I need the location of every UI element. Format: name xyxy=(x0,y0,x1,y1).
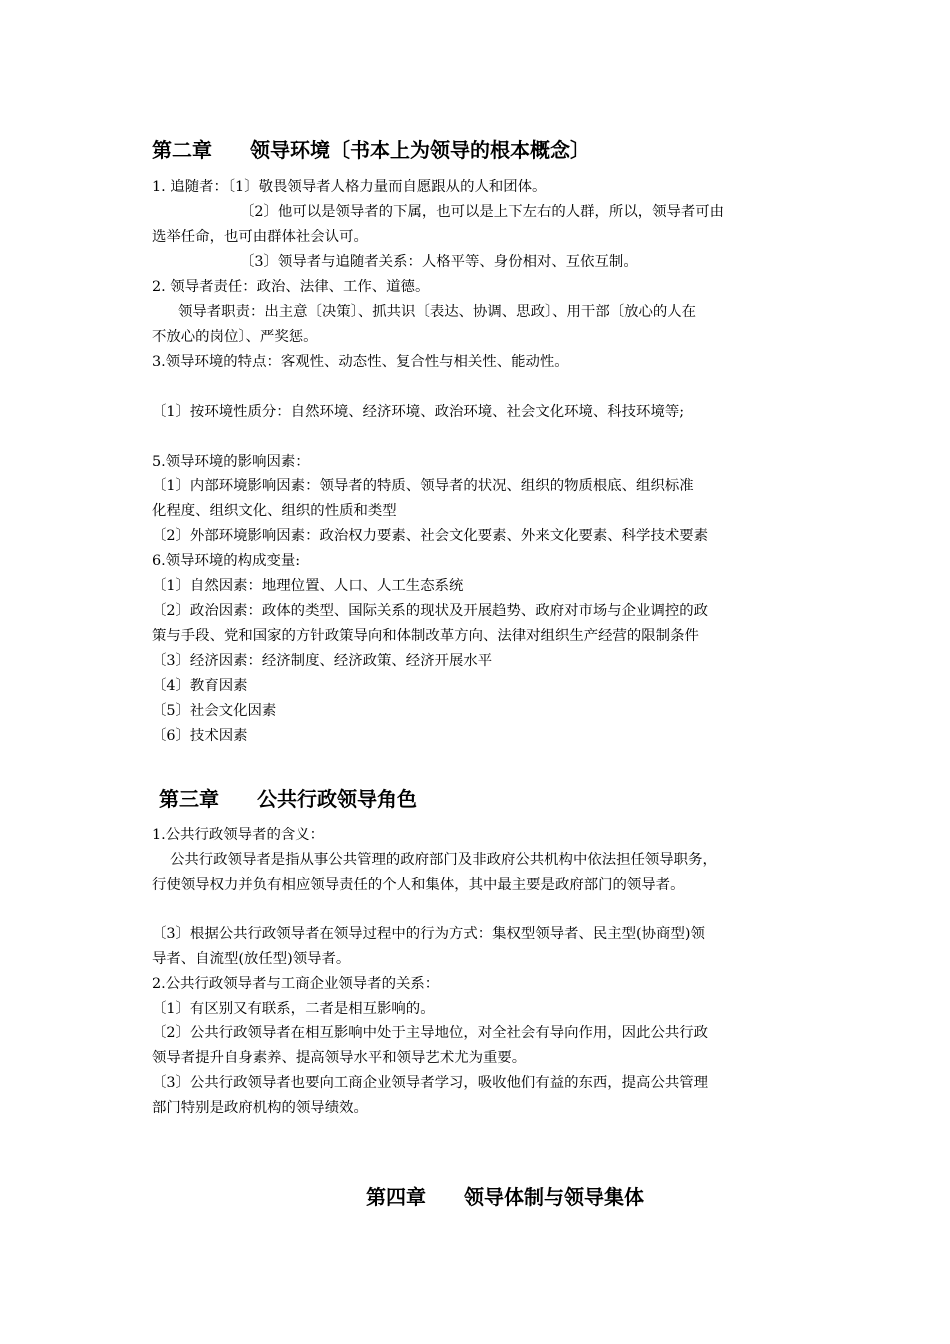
ch3-line-9: 领导者提升自身素养、提高领导水平和领导艺术尤为重要。 xyxy=(152,1050,527,1066)
ch3-line-2: 公共行政领导者是指从事公共管理的政府部门及非政府公共机构中依法担任领导职务， xyxy=(170,852,717,868)
chapter-2-number: 第二章 xyxy=(152,138,212,162)
ch2-line-12: 化程度、组织文化、组织的性质和类型 xyxy=(152,503,397,519)
ch2-line-6: 领导者职责：出主意〔决策〕、抓共识〔表达、协调、思政〕、用干部〔放心的人在 xyxy=(178,304,697,320)
ch3-line-3: 行使领导权力并负有相应领导责任的个人和集体，其中最主要是政府部门的领导者。 xyxy=(152,877,685,893)
chapter-3-number: 第三章 xyxy=(159,787,219,811)
ch2-line-5: 2. 领导者责任：政治、法律、工作、道德。 xyxy=(152,279,430,295)
ch2-line-3: 选举任命，也可由群体社会认可。 xyxy=(152,229,368,245)
ch3-line-4: 〔3〕根据公共行政领导者在领导过程中的行为方式：集权型领导者、民主型(协商型)领 xyxy=(152,926,705,942)
ch2-line-11: 〔1〕内部环境影响因素：领导者的特质、领导者的状况、组织的物质根底、组织标准 xyxy=(152,478,694,494)
ch2-line-14: 6.领导环境的构成变量: xyxy=(152,553,301,569)
chapter-3-heading xyxy=(159,786,417,812)
ch3-line-5: 导者、自流型(放任型)领导者。 xyxy=(152,951,351,967)
ch2-line-15: 〔1〕自然因素：地理位置、人口、人工生态系统 xyxy=(152,578,464,594)
chapter-3-title: 公共行政领导角色 xyxy=(257,787,417,811)
chapter-2-title: 领导环境〔书本上为领导的根本概念〕 xyxy=(250,138,590,162)
ch3-line-1: 1.公共行政领导者的含义： xyxy=(152,827,325,843)
ch3-line-7: 〔1〕有区别又有联系，二者是相互影响的。 xyxy=(152,1001,435,1017)
chapter-4-number: 第四章 xyxy=(366,1185,426,1209)
ch2-line-21: 〔6〕技术因素 xyxy=(152,728,248,744)
ch2-line-1: 1. 追随者：〔1〕敬畏领导者人格力量而自愿跟从的人和团体。 xyxy=(152,179,547,195)
ch3-line-11: 部门特别是政府机构的领导绩效。 xyxy=(152,1100,368,1116)
ch2-line-10: 5.领导环境的影响因素： xyxy=(152,454,310,470)
chapter-4-title: 领导体制与领导集体 xyxy=(464,1185,644,1209)
ch3-line-10: 〔3〕公共行政领导者也要向工商企业领导者学习，吸收他们有益的东西，提高公共管理 xyxy=(152,1075,709,1091)
chapter-2-heading xyxy=(152,137,590,163)
ch2-line-4: 〔3〕领导者与追随者关系：人格平等、身份相对、互依互制。 xyxy=(240,254,638,270)
ch2-line-16: 〔2〕政治因素：政体的类型、国际关系的现状及开展趋势、政府对市场与企业调控的政 xyxy=(152,603,709,619)
ch2-line-2: 〔2〕他可以是领导者的下属，也可以是上下左右的人群，所以，领导者可由 xyxy=(240,204,725,220)
ch3-line-6: 2.公共行政领导者与工商企业领导者的关系： xyxy=(152,976,440,992)
ch2-line-9: 〔1〕按环境性质分：自然环境、经济环境、政治环境、社会文化环境、科技环境等; xyxy=(152,404,685,420)
ch2-line-13: 〔2〕外部环境影响因素：政治权力要素、社会文化要素、外来文化要素、科学技术要素 xyxy=(152,528,709,544)
ch2-line-7: 不放心的岗位〕、严奖惩。 xyxy=(152,329,318,345)
ch2-line-8: 3.领导环境的特点：客观性、动态性、复合性与相关性、能动性。 xyxy=(152,354,569,370)
ch3-line-8: 〔2〕公共行政领导者在相互影响中处于主导地位，对全社会有导向作用，因此公共行政 xyxy=(152,1025,709,1041)
ch2-line-18: 〔3〕经济因素：经济制度、经济政策、经济开展水平 xyxy=(152,653,493,669)
ch2-line-17: 策与手段、党和国家的方针政策导向和体制改革方向、法律对组织生产经营的限制条件 xyxy=(152,628,699,644)
ch2-line-19: 〔4〕教育因素 xyxy=(152,678,248,694)
ch2-line-20: 〔5〕社会文化因素 xyxy=(152,703,277,719)
chapter-4-heading xyxy=(366,1184,644,1210)
